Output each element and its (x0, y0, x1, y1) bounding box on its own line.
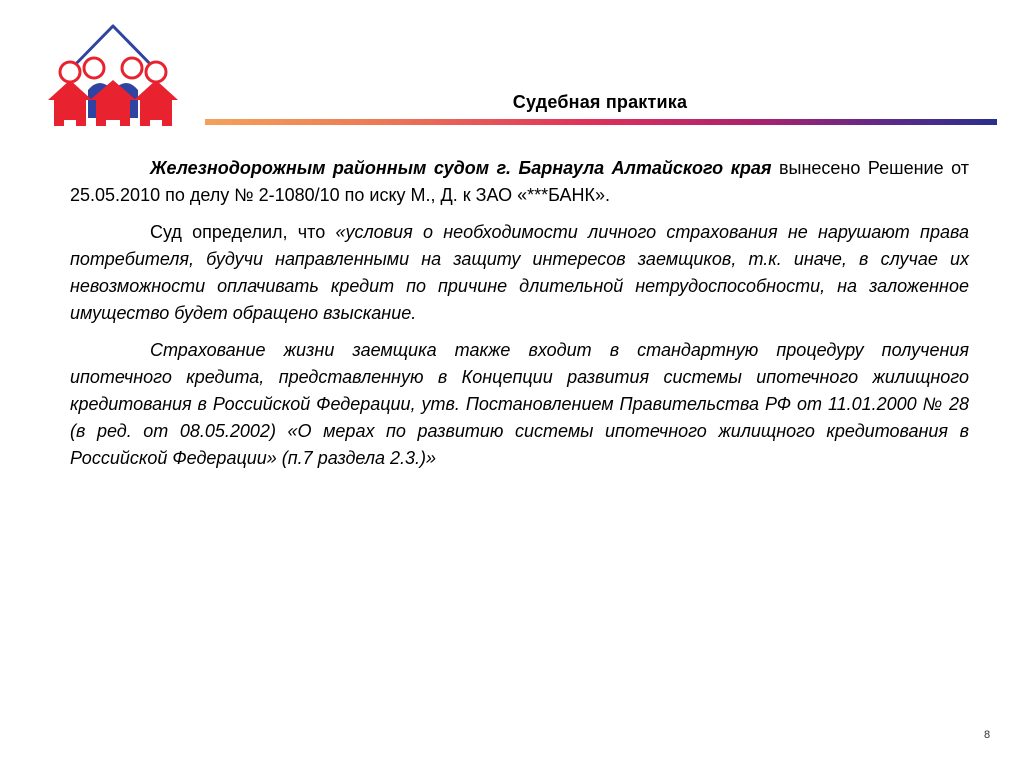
paragraph-court-ruling (70, 219, 969, 327)
title-underline-bar (205, 119, 997, 125)
ruling-quote: «условия о необходимости личного страхования не нарушают права потребителя, будучи направленными на защиту интересов заемщиков, т.к. иначе, в случае их невозможности оплачивать кредит по причине длительной нетрудоспособности, на заложенное имущество будет обращено взыскание. (70, 222, 969, 323)
ruling-intro: Суд определил, что (150, 222, 336, 242)
page-title: Судебная практика (512, 92, 688, 112)
insurance-quote: Страхование жизни заемщика также входит в стандартную процедуру получения ипотечного кредита, представленную в Концепции развития системы ипотечного жилищного кредитования в Российской Федерации, утв. Постановлением Правительства РФ от 11.01.2000 № 28 (в ред. от 08.05.2002) «О мерах по развитию системы ипотечного жилищного кредитования в Российской Федерации» (п.7 раздела 2.3.)» (70, 340, 969, 468)
page-number: 8 (984, 729, 991, 741)
bank-logo (40, 20, 185, 130)
paragraph-insurance (70, 337, 969, 472)
document-body (70, 155, 969, 482)
decision-details: вынесено Решение от 25.05.2010 по делу № 2-1080/10 по иску М., Д. к ЗАО «***БАНК». (70, 158, 969, 205)
court-name: Железнодорожным районным судом г. Барнаула Алтайского края (150, 158, 772, 178)
logo-icon (48, 26, 178, 126)
paragraph-decision (70, 155, 969, 209)
